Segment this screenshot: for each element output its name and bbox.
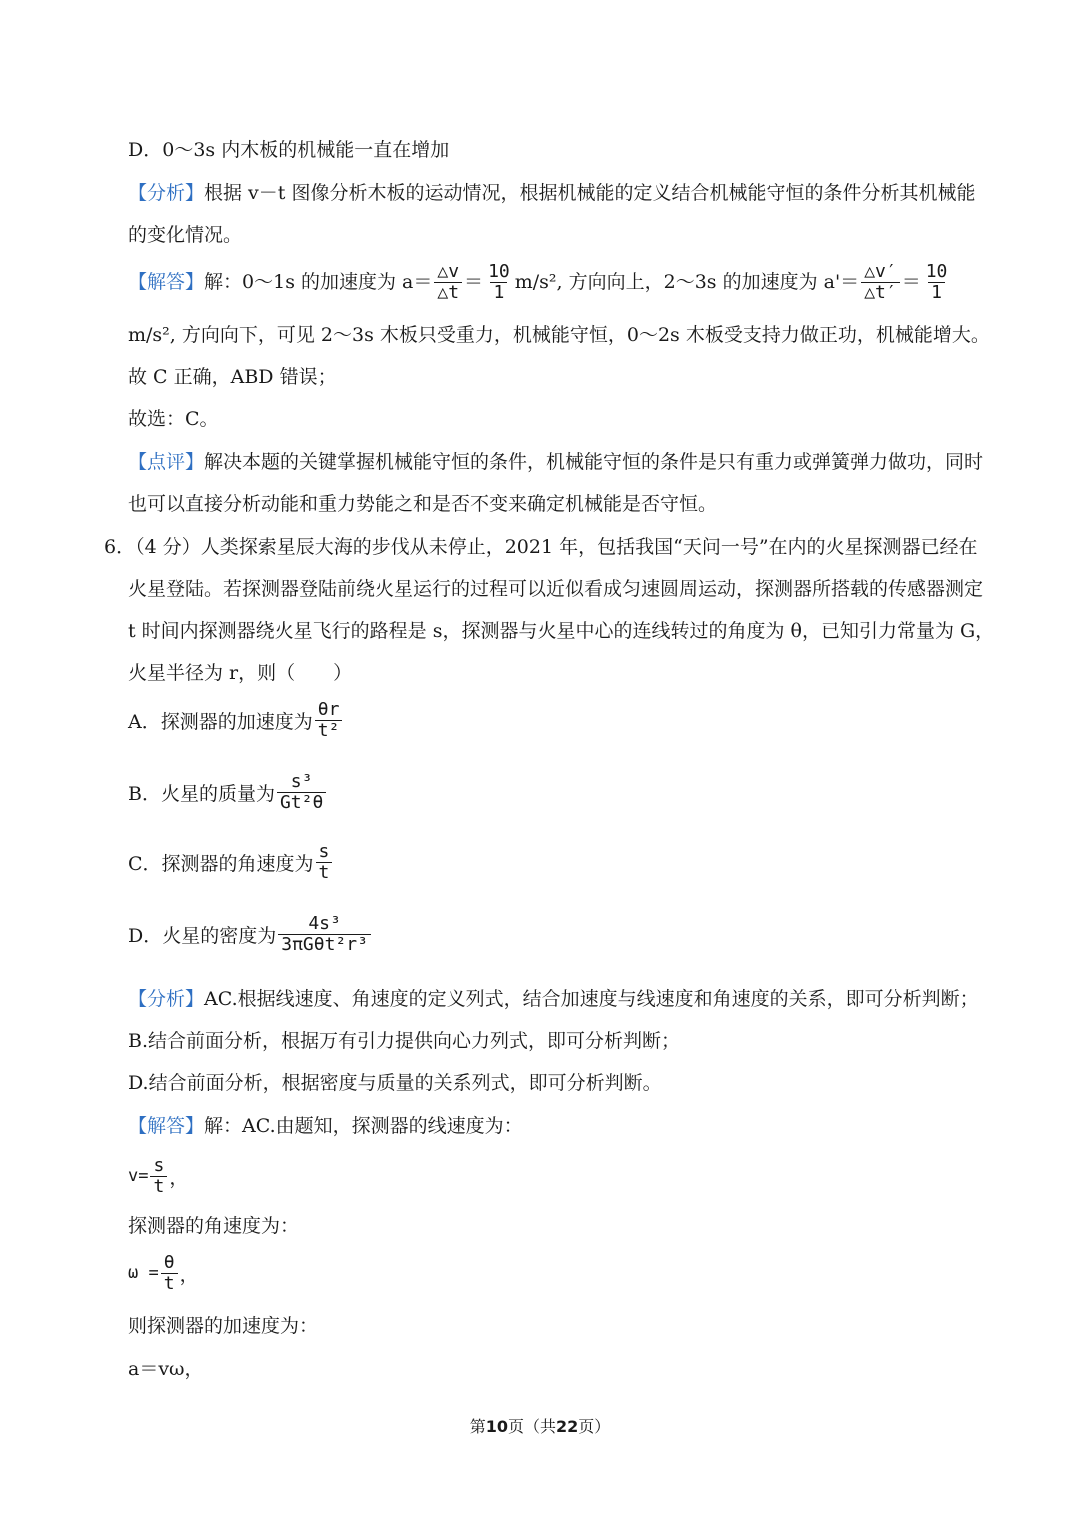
q6-answer-line4: a＝vω， — [128, 1358, 204, 1380]
fraction-dv-dt: $\frac{\triangle v}{\triangle t}$ — [434, 262, 462, 303]
q5-answer-line2: m/s², 方向向下，可见 2～3s 木板只受重力，机械能守恒，0～2s 木板受支持力做正功，机械能增大。 — [128, 324, 990, 346]
page-number: 10 — [485, 1417, 508, 1436]
q5-comment-text: 解决本题的关键掌握机械能守恒的条件，机械能守恒的条件是只有重力或弹簧弹力做功，同时 — [204, 451, 984, 473]
q6-answer-line2: 探测器的角速度为： — [128, 1215, 300, 1237]
q5-analysis-line2: 的变化情况。 — [128, 224, 243, 246]
q6-analysis-text: AC.根据线速度、角速度的定义列式，结合加速度与线速度和角速度的关系，即可分析判断； — [204, 988, 979, 1010]
equation-angular-velocity: ω = $\frac{\theta}{t}$ ， — [128, 1251, 199, 1294]
q5-comment-line1 — [128, 449, 983, 475]
q6-stem-line4: 火星半径为 r，则（ ） — [128, 662, 353, 684]
q5-answer-line4: 故选：C。 — [128, 408, 219, 430]
q6-analysis-line3: D.结合前面分析，根据密度与质量的关系列式，即可分析判断。 — [128, 1072, 662, 1094]
q6-option-c: C．探测器的角速度为 $\frac{s}{t}$ — [128, 838, 334, 886]
option-d-fraction: $\frac{\text{4s³}}{\text{3πGθt²r³}}$ — [278, 914, 371, 955]
q6-answer-text: 解：AC.由题知，探测器的线速度为： — [204, 1115, 523, 1137]
q6-option-d: D．火星的密度为 $\frac{\text{4s³}}{\text{3πGθt²r³}}$ — [128, 906, 373, 962]
analysis-tag: 【分析】 — [128, 182, 205, 204]
fraction-dv-prime-dt-prime: $\frac{\triangle v'}{\triangle t'}$ — [861, 262, 900, 303]
q6-answer-line3: 则探测器的加速度为： — [128, 1315, 319, 1337]
answer-tag: 【解答】 — [128, 271, 205, 293]
q6-option-b: B．火星的质量为 $\frac{\text{s³}}{\text{Gt²θ}}$ — [128, 765, 328, 819]
page-footer: 第10页（共22页） — [469, 1417, 611, 1436]
q6-stem-line2: 火星登陆。若探测器登陆前绕火星运行的过程可以近似看成匀速圆周运动，探测器所搭载的传感器测定 — [128, 578, 984, 600]
prev-option-d: D．0～3s 内木板的机械能一直在增加 — [128, 139, 450, 161]
q5-comment-line2: 也可以直接分析动能和重力势能之和是否不变来确定机械能是否守恒。 — [128, 493, 718, 515]
option-b-fraction: $\frac{\text{s³}}{\text{Gt²θ}}$ — [277, 772, 326, 813]
fraction-10-1: $\frac{10}{1}$ — [488, 260, 510, 303]
equation-linear-velocity: v= $\frac{s}{t}$ ， — [128, 1154, 189, 1197]
fraction-10-1-b: $\frac{10}{1}$ — [925, 260, 948, 303]
option-a-fraction: $\frac{\theta r}{\text{t²}}$ — [315, 700, 343, 741]
q6-stem-line3: t 时间内探测器绕火星飞行的路程是 s，探测器与火星中心的连线转过的角度为 θ，已知引力常量为 G， — [128, 620, 995, 642]
eq1-fraction: $\frac{s}{t}$ — [150, 1156, 167, 1197]
q6-analysis-line2: B.结合前面分析，根据万有引力提供向心力列式，即可分析判断； — [128, 1030, 681, 1052]
q6-answer-line1 — [128, 1113, 523, 1139]
q6-option-a: A．探测器的加速度为 $\frac{\theta r}{\text{t²}}$ — [128, 695, 344, 745]
analysis-tag: 【分析】 — [128, 988, 205, 1010]
eq2-fraction: $\frac{\theta}{t}$ — [161, 1253, 178, 1294]
q5-answer-line3: 故 C 正确，ABD 错误； — [128, 366, 337, 388]
q6-stem-line1: 6．（4 分）人类探索星辰大海的步伐从未停止，2021 年，包括我国“天问一号”在内的火星探测器已经在 — [104, 536, 978, 558]
option-c-fraction: $\frac{s}{t}$ — [316, 842, 333, 883]
q5-answer-pre: 解：0～1s 的加速度为 a＝ — [204, 271, 433, 293]
page-total: 22 — [556, 1417, 579, 1436]
q5-answer-line1: 【解答】 解：0～1s 的加速度为 a＝ $\frac{\triangle v}{\triangle t}$ ＝ $\frac{10}{1}$ m/s², 方向向上，2～3s 的加速度为 a'＝ $\frac{\triangle v'}{\triangle t'}$ ＝ $\frac{10}{1}$ — [128, 257, 952, 307]
comment-tag: 【点评】 — [128, 451, 205, 473]
q6-analysis-line1 — [128, 986, 979, 1012]
q5-answer-mid: m/s², 方向向上，2～3s 的加速度为 a'＝ — [514, 271, 860, 293]
q5-analysis-line1 — [128, 180, 975, 206]
q5-analysis-text: 根据 v－t 图像分析木板的运动情况，根据机械能的定义结合机械能守恒的条件分析其机械能 — [204, 182, 976, 204]
answer-tag: 【解答】 — [128, 1115, 205, 1137]
